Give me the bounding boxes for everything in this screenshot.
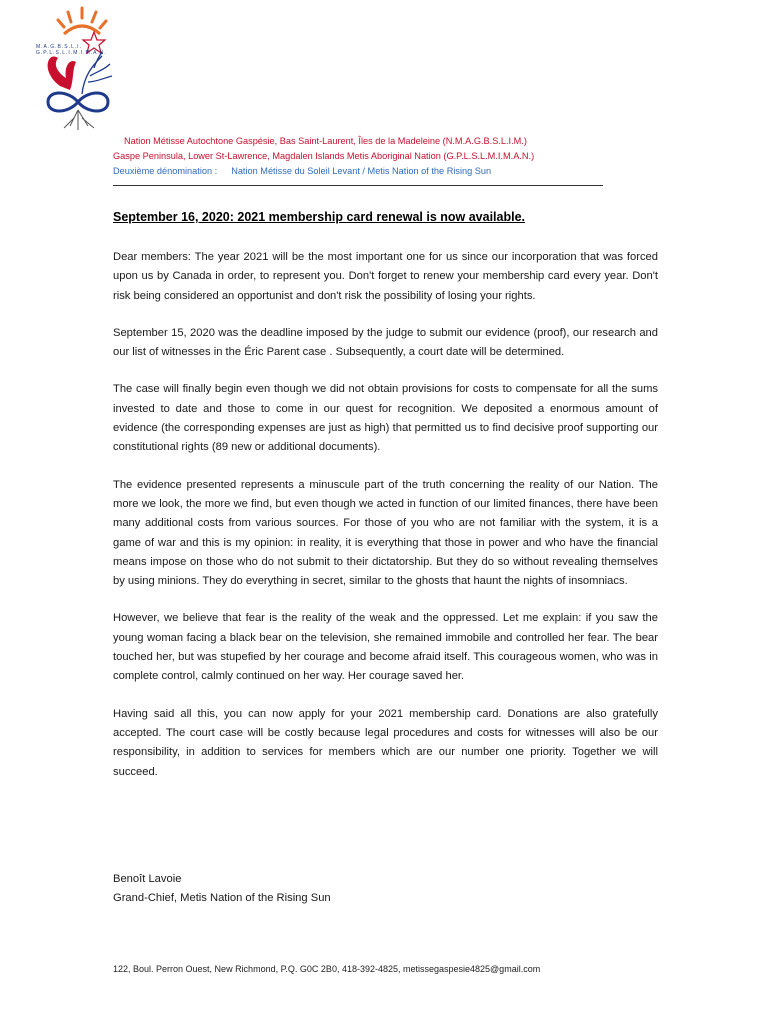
- header-divider: [113, 185, 603, 186]
- logo-text: M.A.G.B.S.L.I. G.P.L.S.L.I.M.I.M.A.N.: [36, 44, 107, 56]
- letterhead-english-name: Gaspe Peninsula, Lower St-Lawrence, Magdalen Islands Metis Aboriginal Nation (G.P.L.S.L.M.I.M.A.N.): [113, 151, 535, 161]
- footer-address: 122, Boul. Perron Ouest, New Richmond, P.Q. G0C 2B0, 418-392-4825, metissegaspesie4825@gmail.com: [113, 964, 541, 974]
- second-name-label: Deuxième dénomination :: [113, 166, 218, 176]
- paragraph: The case will finally begin even though we did not obtain provisions for costs to compensate for all the sums invested to date and those to come in our quest for recognition. We deposited a enormous amount of evidence (the corresponding expenses are just as high) that permitted us to find decisive proof supporting our constitutional rights (89 new or additional documents).: [113, 383, 658, 454]
- nation-logo: [30, 6, 130, 134]
- paragraph: However, we believe that fear is the reality of the weak and the oppressed. Let me explain: if you saw the young woman facing a black bear on the television, she remained immobile and controlled her fear. The bear touched her, but was stupefied by her courage and become afraid itself. This courageous women, who was in complete control, calmly continued on her way. Her courage saved her.: [113, 612, 658, 683]
- paragraph: Dear members: The year 2021 will be the most important one for us since our incorporation that was forced upon us by Canada in order, to represent you. Don't forget to renew your membership card every year. Don't risk being considered an opportunist and don't risk the possibility of losing your rights.: [113, 251, 658, 302]
- paragraph: Having said all this, you can now apply for your 2021 membership card. Donations are also gratefully accepted. The court case will be costly because legal procedures and costs for witnesses will also be our responsibility, in addition to services for members which are our number one priority. Together we will succeed.: [113, 707, 658, 778]
- paragraph: The evidence presented represents a minuscule part of the truth concerning the reality of our Nation. The more we look, the more we find, but even though we acted in function of our limited finances, there have been many additional costs from various sources. For those of you who are not familiar with the system, it is a game of war and this is my opinion: in reality, it is everything that those in power and who have the financial means impose on those who do not submit to their dictatorship. But they do so without revealing themselves by using minions. They do everything in secret, similar to the ghosts that haunt the nights of insomniacs.: [113, 478, 658, 588]
- letter-body: [113, 248, 658, 800]
- signer-title: Grand-Chief, Metis Nation of the Rising Sun: [113, 892, 331, 904]
- letterhead-second-name: [113, 164, 633, 179]
- letterhead: [113, 134, 633, 179]
- signature-block: [113, 870, 331, 908]
- letter-title: September 16, 2020: 2021 membership card renewal is now available.: [113, 210, 526, 224]
- paragraph: September 15, 2020 was the deadline imposed by the judge to submit our evidence (proof), our research and our list of witnesses in the Éric Parent case . Subsequently, a court date will be determined.: [113, 326, 658, 359]
- signer-name: Benoît Lavoie: [113, 873, 182, 885]
- letterhead-french-name: Nation Métisse Autochtone Gaspésie, Bas Saint-Laurent, Îles de la Madeleine (N.M.A.G.B.S.L.I.M.): [124, 136, 527, 146]
- second-name-value: Nation Métisse du Soleil Levant / Metis Nation of the Rising Sun: [231, 166, 492, 176]
